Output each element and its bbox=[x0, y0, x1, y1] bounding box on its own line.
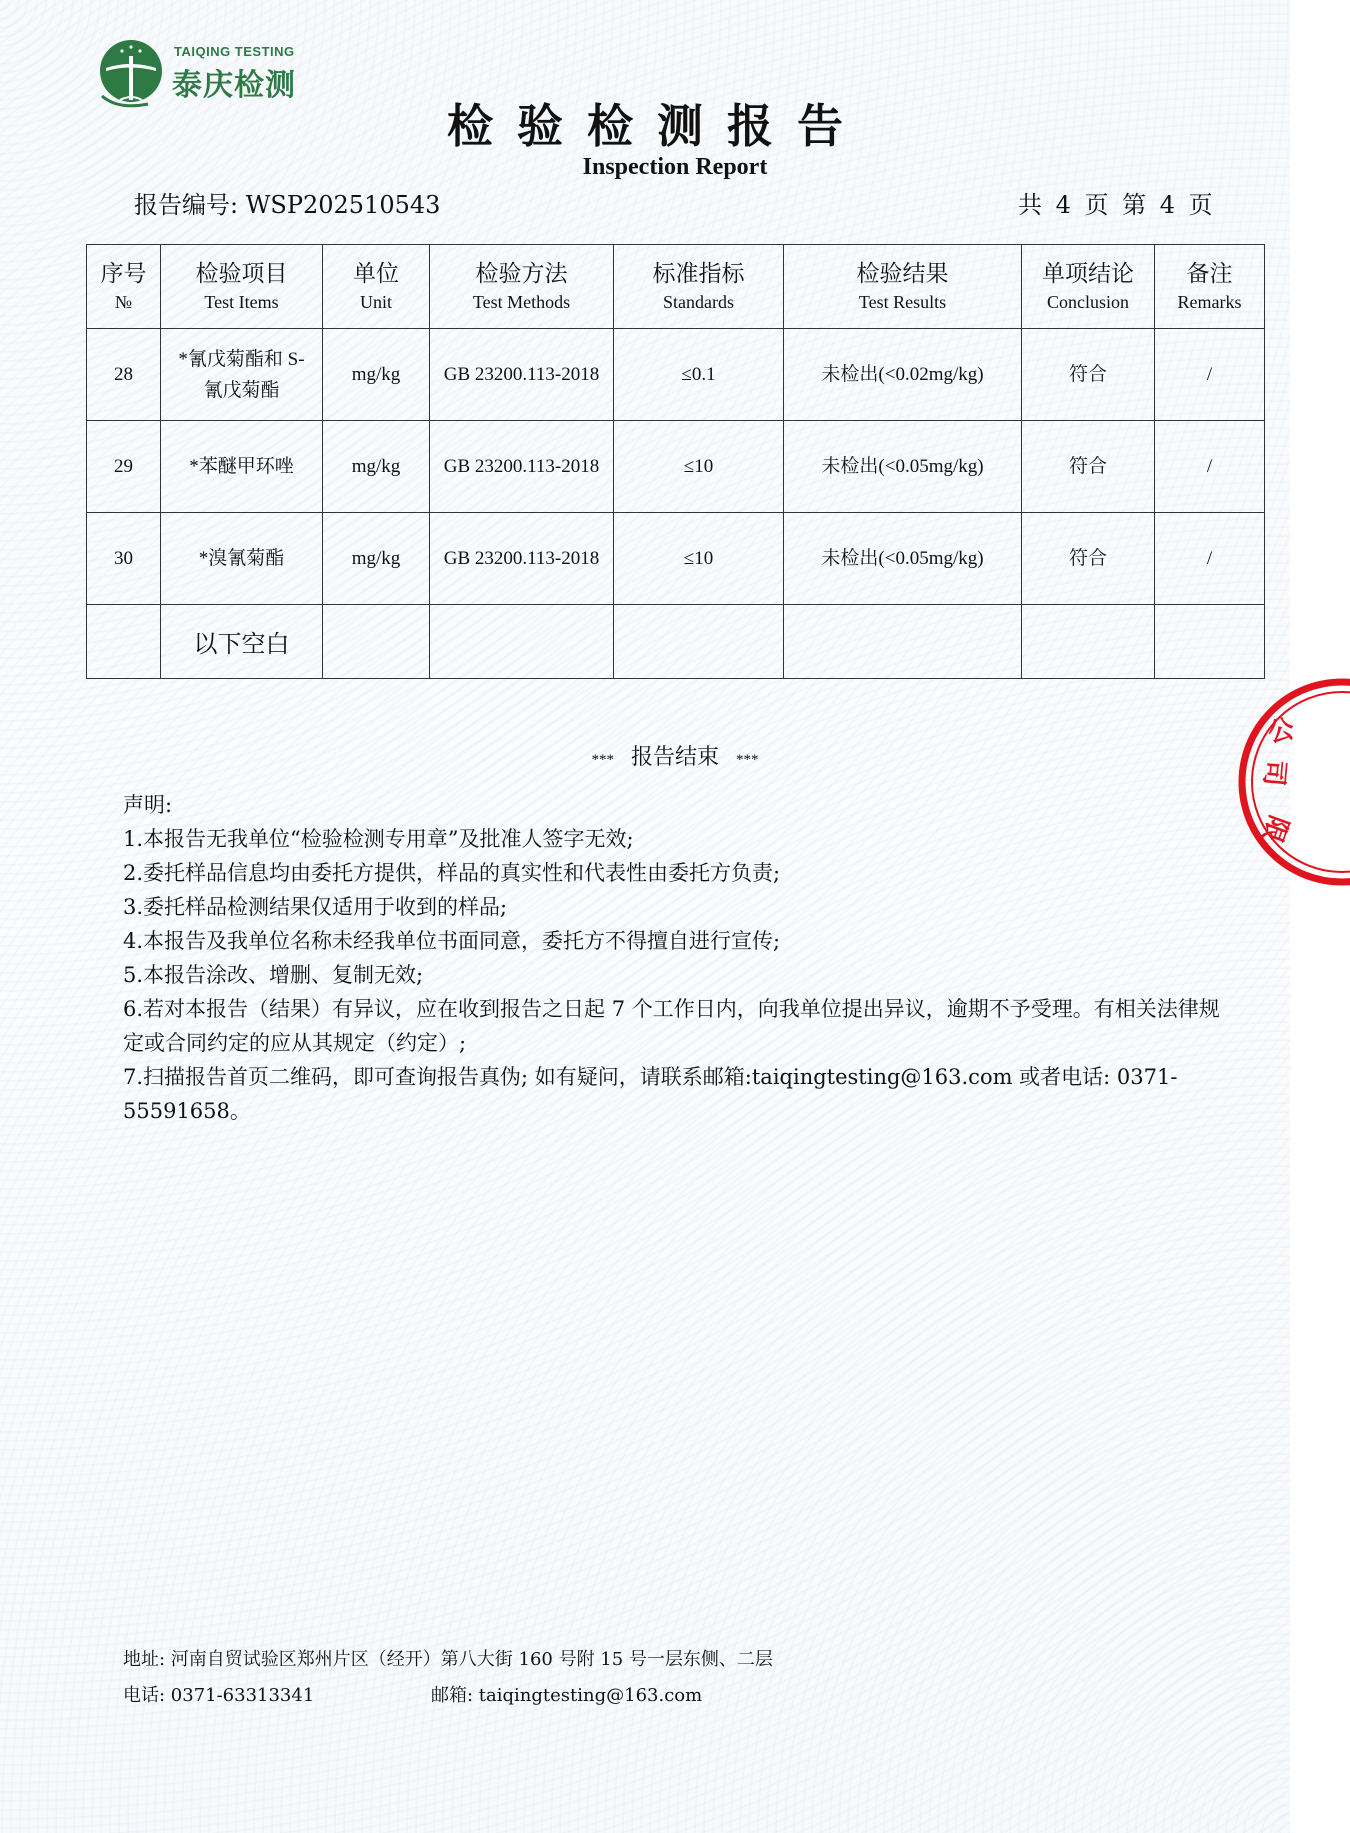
report-subtitle: Inspection Report bbox=[582, 154, 768, 180]
statement-item: 6.若对本报告（结果）有异议，应在收到报告之日起 7 个工作日内，向我单位提出异议，逾期不予受理。有相关法律规定或合同约定的应从其规定（约定）; bbox=[123, 997, 1220, 1055]
footer-phone: 电话: 0371-63313341 bbox=[123, 1685, 315, 1706]
statement-item: 5.本报告涂改、增删、复制无效; bbox=[123, 963, 424, 987]
test-item-line: *氰戊菊酯和 S- bbox=[178, 348, 305, 370]
remarks: / bbox=[1155, 421, 1265, 513]
column-header-en: № bbox=[114, 291, 133, 312]
standard: ≤10 bbox=[614, 421, 784, 513]
column-header-en: Test Items bbox=[204, 291, 279, 312]
column-header-en: Conclusion bbox=[1046, 291, 1129, 312]
column-header bbox=[1155, 245, 1265, 329]
table-header-row bbox=[87, 245, 1265, 329]
column-header bbox=[430, 245, 614, 329]
conclusion: 符合 bbox=[1022, 421, 1155, 513]
test-item: *溴氰菊酯 bbox=[161, 513, 323, 605]
test-result: 未检出(<0.05mg/kg) bbox=[784, 421, 1022, 513]
column-header-cn: 单项结论 bbox=[1042, 260, 1134, 287]
page-info: 共 4 页 第 4 页 bbox=[1018, 191, 1213, 219]
column-header-cn: 序号 bbox=[100, 260, 147, 287]
column-header bbox=[1022, 245, 1155, 329]
report-title: 检验检测报告 bbox=[447, 99, 867, 153]
test-item: *苯醚甲环唑 bbox=[161, 421, 323, 513]
column-header-en: Test Results bbox=[858, 291, 947, 312]
column-header bbox=[87, 245, 161, 329]
column-header bbox=[784, 245, 1022, 329]
empty-cell bbox=[614, 605, 784, 679]
report-end-marker bbox=[0, 740, 1350, 771]
results-table bbox=[86, 244, 1265, 679]
test-method: GB 23200.113-2018 bbox=[430, 513, 614, 605]
table-blank-row bbox=[87, 605, 1265, 679]
statement-item: 1.本报告无我单位“检验检测专用章”及批准人签字无效; bbox=[123, 827, 634, 851]
logo-chinese-name: 泰庆检测 bbox=[172, 68, 296, 103]
statement-heading: 声明: bbox=[123, 793, 173, 817]
column-header-cn: 检验方法 bbox=[475, 260, 568, 287]
test-item bbox=[161, 329, 323, 421]
statement-item: 7.扫描报告首页二维码，即可查询报告真伪; 如有疑问，请联系邮箱:taiqingtesting@163.com 或者电话: 0371-55591658。 bbox=[123, 1065, 1178, 1123]
empty-cell bbox=[784, 605, 1022, 679]
column-header bbox=[323, 245, 430, 329]
row-number: 30 bbox=[87, 513, 161, 605]
row-number: 29 bbox=[87, 421, 161, 513]
official-seal-icon bbox=[1222, 672, 1332, 892]
column-header bbox=[614, 245, 784, 329]
stars-left: *** bbox=[591, 752, 614, 768]
column-header-cn: 检验结果 bbox=[856, 260, 949, 287]
statement-section bbox=[123, 788, 1233, 1128]
remarks: / bbox=[1155, 329, 1265, 421]
logo-english-name: TAIQING TESTING bbox=[174, 44, 295, 59]
footer-address: 地址: 河南自贸试验区郑州片区（经开）第八大街 160 号附 15 号一层东侧、二层 bbox=[123, 1649, 773, 1670]
test-result: 未检出(<0.05mg/kg) bbox=[784, 513, 1022, 605]
column-header-cn: 备注 bbox=[1186, 260, 1233, 287]
statement-item: 3.委托样品检测结果仅适用于收到的样品; bbox=[123, 895, 508, 919]
test-item-line: 氰戊菊酯 bbox=[203, 379, 280, 401]
statement-item: 2.委托样品信息均由委托方提供，样品的真实性和代表性由委托方负责; bbox=[123, 861, 781, 885]
report-end-text: 报告结束 bbox=[630, 745, 719, 770]
column-header-en: Remarks bbox=[1177, 291, 1242, 312]
svg-text:司: 司 bbox=[1257, 758, 1290, 788]
table-row bbox=[87, 329, 1265, 421]
footer-email: 邮箱: taiqingtesting@163.com bbox=[431, 1685, 703, 1706]
column-header-en: Unit bbox=[359, 291, 392, 312]
svg-text:公: 公 bbox=[1265, 714, 1297, 749]
standard: ≤0.1 bbox=[614, 329, 784, 421]
conclusion: 符合 bbox=[1022, 329, 1155, 421]
row-number: 28 bbox=[87, 329, 161, 421]
test-method: GB 23200.113-2018 bbox=[430, 329, 614, 421]
svg-text:限: 限 bbox=[1256, 811, 1294, 847]
table-row bbox=[87, 513, 1265, 605]
empty-cell bbox=[87, 605, 161, 679]
test-result: 未检出(<0.02mg/kg) bbox=[784, 329, 1022, 421]
empty-cell bbox=[1022, 605, 1155, 679]
blank-note: 以下空白 bbox=[161, 605, 323, 679]
empty-cell bbox=[430, 605, 614, 679]
standard: ≤10 bbox=[614, 513, 784, 605]
column-header-en: Test Methods bbox=[472, 291, 571, 312]
column-header-en: Standards bbox=[663, 291, 734, 312]
remarks: / bbox=[1155, 513, 1265, 605]
empty-cell bbox=[323, 605, 430, 679]
conclusion: 符合 bbox=[1022, 513, 1155, 605]
empty-cell bbox=[1155, 605, 1265, 679]
test-method: GB 23200.113-2018 bbox=[430, 421, 614, 513]
stars-right: *** bbox=[736, 752, 759, 768]
unit: mg/kg bbox=[323, 329, 430, 421]
column-header-cn: 检验项目 bbox=[195, 260, 288, 287]
column-header-cn: 标准指标 bbox=[652, 260, 745, 287]
table-row bbox=[87, 421, 1265, 513]
statement-item: 4.本报告及我单位名称未经我单位书面同意，委托方不得擅自进行宣传; bbox=[123, 929, 781, 953]
unit: mg/kg bbox=[323, 421, 430, 513]
unit: mg/kg bbox=[323, 513, 430, 605]
column-header-cn: 单位 bbox=[353, 260, 399, 287]
column-header bbox=[161, 245, 323, 329]
report-number: 报告编号: WSP202510543 bbox=[134, 191, 441, 219]
footer-contact bbox=[123, 1642, 1223, 1714]
